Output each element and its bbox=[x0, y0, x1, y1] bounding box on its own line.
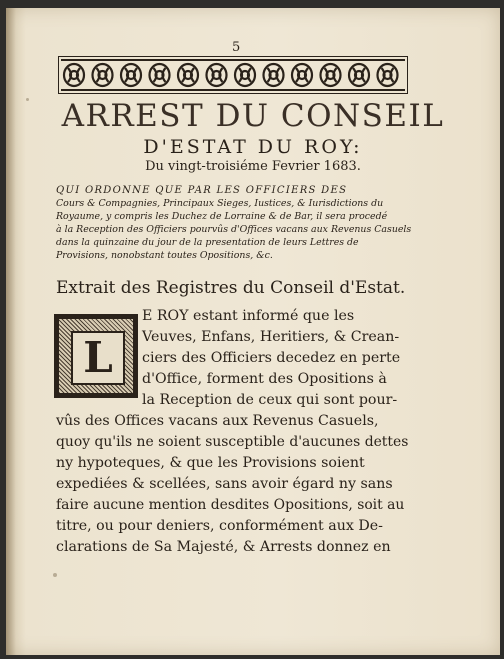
body-line: faire aucune mention desdites Opositions, soit au bbox=[56, 497, 405, 513]
initial-hatched-frame bbox=[59, 319, 133, 393]
title-estat-du-roy: D'ESTAT DU ROY: bbox=[143, 136, 363, 158]
extract-heading: Extrait des Registres du Conseil d'Estat. bbox=[56, 278, 406, 298]
body-line: clarations de Sa Majesté, & Arrests donnez en bbox=[56, 539, 391, 555]
summary-line: Royaume, y compris les Duchez de Lorraine & de Bar, il sera procedé bbox=[56, 211, 388, 222]
summary-paragraph bbox=[56, 184, 412, 262]
ornament-motif bbox=[235, 64, 255, 86]
ornament-motif bbox=[264, 64, 284, 86]
decorated-initial bbox=[54, 314, 138, 398]
ornament-motif bbox=[292, 64, 312, 86]
ornament-band bbox=[58, 56, 408, 94]
body-line: ciers des Officiers decedez en perte bbox=[142, 350, 401, 366]
body-line: quoy qu'ils ne soient susceptible d'aucunes dettes bbox=[56, 434, 409, 450]
body-line: d'Office, forment des Opositions à bbox=[142, 371, 387, 387]
date-line: Du vingt-troisiéme Fevrier 1683. bbox=[145, 159, 361, 174]
summary-line: dans la quinzaine du jour de la presentation de leurs Lettres de bbox=[56, 237, 359, 248]
ornament-motif bbox=[93, 64, 113, 86]
ornament-motif bbox=[321, 64, 341, 86]
body-line: la Reception de ceux qui sont pour- bbox=[142, 392, 398, 408]
title-arrest-du-conseil: ARREST DU CONSEIL bbox=[61, 98, 445, 134]
body-line: titre, ou pour deniers, conformément aux De- bbox=[56, 518, 383, 534]
ornament-motif bbox=[150, 64, 170, 86]
ornament-motif bbox=[121, 64, 141, 86]
summary-line: Cours & Compagnies, Principaux Sieges, Iustices, & Iurisdictions du bbox=[56, 198, 384, 209]
summary-line: Provisions, nonobstant toutes Opositions, &c. bbox=[56, 250, 273, 261]
ornament-motif bbox=[207, 64, 227, 86]
ornament-motif bbox=[378, 64, 398, 86]
ornament-motif bbox=[64, 64, 84, 86]
paper-spot bbox=[53, 573, 57, 577]
ornament-motif bbox=[349, 64, 369, 86]
summary-line: à la Reception des Officiers pourvûs d'Offices vacans aux Revenus Casuels bbox=[56, 224, 412, 235]
document-page bbox=[6, 8, 500, 655]
summary-lead: QUI ORDONNE QUE PAR LES OFFICIERS DES bbox=[56, 185, 348, 196]
body-line: ny hypoteques, & que les Provisions soient bbox=[56, 455, 365, 471]
ornament-motif bbox=[178, 64, 198, 86]
initial-panel bbox=[71, 331, 125, 385]
body-line: vûs des Offices vacans aux Revenus Casuels, bbox=[56, 413, 379, 429]
paper-spot bbox=[26, 98, 29, 101]
body-line: E ROY estant informé que les bbox=[142, 308, 355, 324]
body-line: expediées & scellées, sans avoir égard ny sans bbox=[56, 476, 393, 492]
initial-letter: L bbox=[83, 333, 113, 382]
body-line: Veuves, Enfans, Heritiers, & Crean- bbox=[142, 329, 400, 345]
page-number: 5 bbox=[232, 40, 241, 55]
